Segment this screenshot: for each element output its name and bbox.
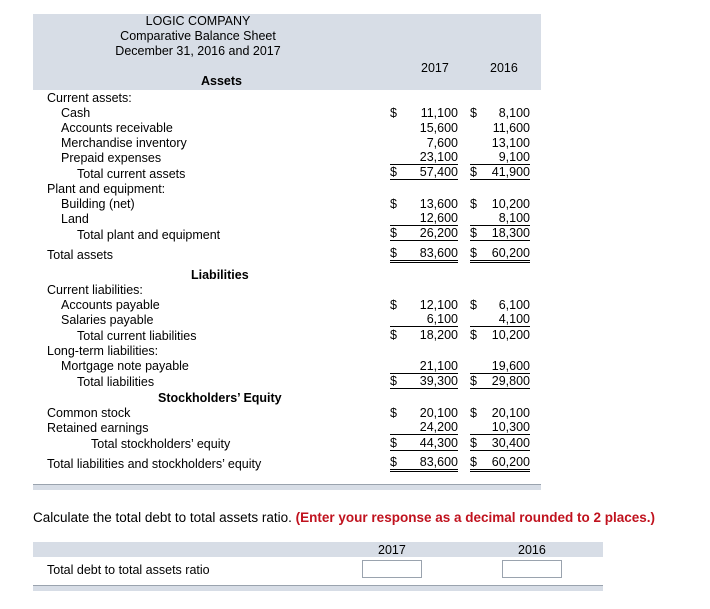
ratio-footer-bar (33, 585, 603, 591)
ar-2017: 15,600 (419, 121, 458, 135)
mortgage-2017: 21,100 (390, 359, 458, 374)
column-year-2017: 2017 (421, 61, 449, 75)
total-equity-2016: $ 30,400 (470, 436, 530, 450)
land-2016: 8,100 (470, 211, 530, 226)
ratio-2016-input[interactable] (502, 560, 562, 578)
total-plant-2016: $ 18,300 (470, 226, 530, 240)
ar-2016: 11,600 (492, 121, 530, 135)
assets-heading: Assets (201, 74, 242, 88)
prepaid-2016: 9,100 (470, 150, 530, 165)
salaries-2017: 6,100 (390, 312, 458, 327)
equity-heading: Stockholders’ Equity (158, 391, 282, 405)
inventory-label: Merchandise inventory (61, 136, 187, 150)
current-assets-heading: Current assets: (47, 91, 132, 105)
inventory-2016: 13,100 (491, 136, 530, 150)
salaries-2016: 4,100 (470, 312, 530, 327)
ratio-row-label: Total debt to total assets ratio (47, 563, 210, 577)
inventory-2017: 7,600 (426, 136, 458, 150)
salaries-label: Salaries payable (61, 313, 154, 327)
total-plant-2017: $ 26,200 (390, 226, 458, 240)
ap-label: Accounts payable (61, 298, 160, 312)
total-current-liabilities-2016: $ 10,200 (470, 328, 530, 342)
common-stock-label: Common stock (47, 406, 131, 420)
total-current-assets-label: Total current assets (77, 167, 186, 181)
ap-2016: $ 6,100 (470, 298, 530, 312)
total-liabilities-label: Total liabilities (77, 375, 155, 389)
total-liabilities-2017: $ 39,300 (390, 374, 458, 388)
retained-earnings-2017: 24,200 (390, 420, 458, 435)
retained-earnings-label: Retained earnings (47, 421, 149, 435)
building-label: Building (net) (61, 197, 135, 211)
total-plant-label: Total plant and equipment (77, 228, 221, 242)
total-equity-2017: $ 44,300 (390, 436, 458, 450)
prepaid-label: Prepaid expenses (61, 151, 162, 165)
total-le-2017: $ 83,600 (390, 455, 458, 472)
column-year-2016: 2016 (490, 61, 518, 75)
building-2017: $ 13,600 (390, 197, 458, 211)
question-instruction: (Enter your response as a decimal rounded to 2 places.) (295, 510, 656, 525)
liabilities-heading: Liabilities (191, 268, 249, 282)
question-prompt: Calculate the total debt to total assets ratio. (33, 510, 292, 525)
lt-liabilities-heading: Long-term liabilities: (47, 344, 159, 358)
plant-heading: Plant and equipment: (47, 182, 166, 196)
prepaid-2017: 23,100 (390, 150, 458, 165)
current-liabilities-heading: Current liabilities: (47, 283, 143, 297)
ratio-year-2017: 2017 (378, 543, 406, 557)
building-2016: $ 10,200 (470, 197, 530, 211)
total-assets-label: Total assets (47, 248, 114, 262)
company-name: LOGIC COMPANY (145, 14, 251, 28)
mortgage-label: Mortgage note payable (61, 359, 189, 373)
mortgage-2016: 19,600 (470, 359, 530, 374)
total-current-liabilities-2017: $ 18,200 (390, 328, 458, 342)
ar-label: Accounts receivable (61, 121, 173, 135)
retained-earnings-2016: 10,300 (470, 420, 530, 435)
question-text (33, 510, 655, 525)
assets-header-band (33, 73, 541, 90)
total-assets-2016: $ 60,200 (470, 246, 530, 263)
ap-2017: $ 12,100 (390, 298, 458, 312)
statement-footer-bar (33, 484, 541, 490)
ratio-2017-input[interactable] (362, 560, 422, 578)
statement-title: Comparative Balance Sheet (120, 29, 276, 43)
land-2017: 12,600 (390, 211, 458, 226)
statement-dates: December 31, 2016 and 2017 (115, 44, 281, 58)
common-stock-2016: $ 20,100 (470, 406, 530, 420)
cash-2016: $ 8,100 (470, 106, 530, 120)
total-le-label: Total liabilities and stockholders’ equity (47, 457, 262, 471)
total-current-assets-2017: $ 57,400 (390, 165, 458, 179)
total-equity-label: Total stockholders’ equity (91, 437, 231, 451)
total-le-2016: $ 60,200 (470, 455, 530, 472)
land-label: Land (61, 212, 89, 226)
cash-label: Cash (61, 106, 91, 120)
common-stock-2017: $ 20,100 (390, 406, 458, 420)
total-assets-2017: $ 83,600 (390, 246, 458, 263)
total-current-liabilities-label: Total current liabilities (77, 329, 197, 343)
total-liabilities-2016: $ 29,800 (470, 374, 530, 388)
ratio-year-2016: 2016 (518, 543, 546, 557)
cash-2017: $ 11,100 (390, 106, 458, 120)
total-current-assets-2016: $ 41,900 (470, 165, 530, 179)
